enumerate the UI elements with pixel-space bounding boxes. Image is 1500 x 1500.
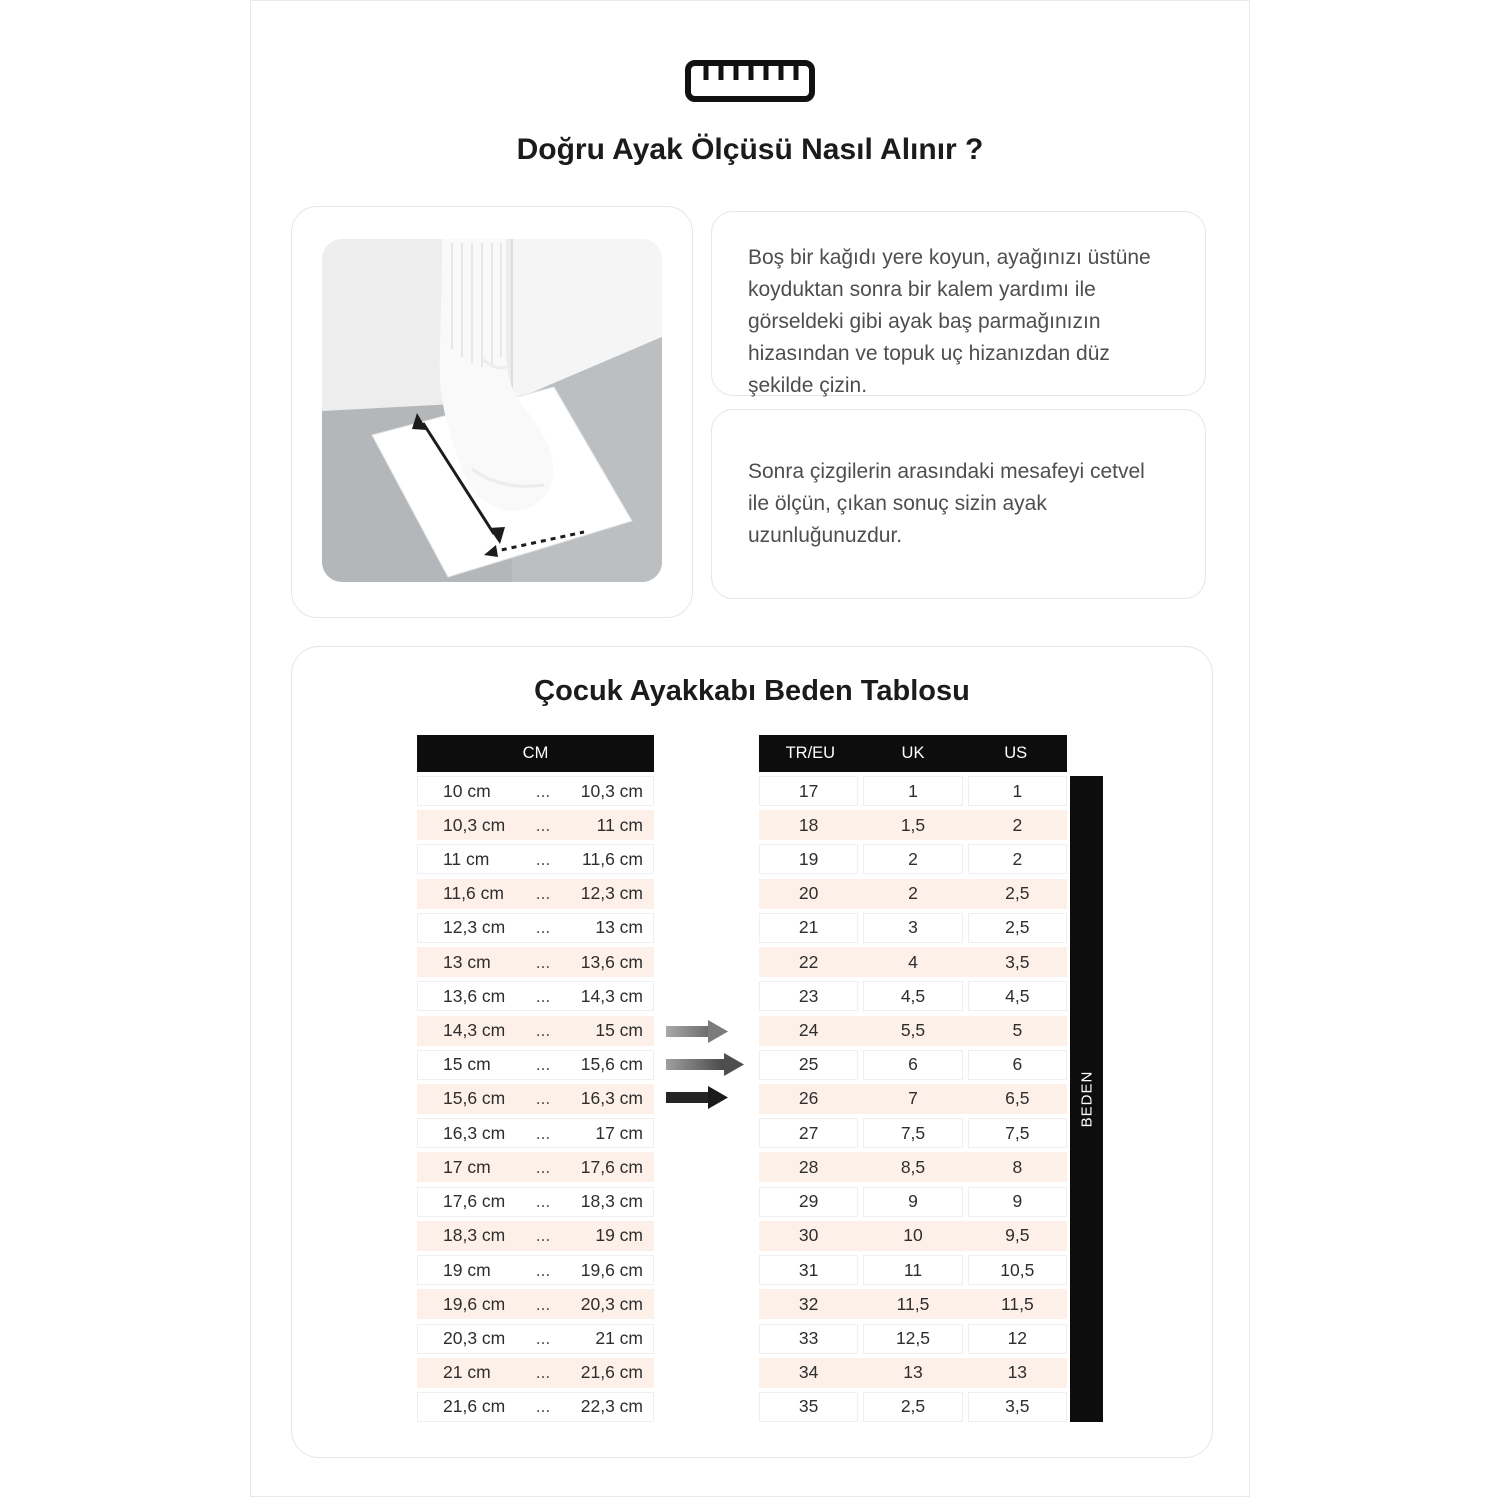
- size-table-row: 20 2 2,5: [759, 879, 1067, 909]
- page-title: Doğru Ayak Ölçüsü Nasıl Alınır ?: [516, 133, 984, 166]
- size-table-row: 21 3 2,5: [759, 913, 1067, 943]
- cm-table-row: 14,3 cm ... 15 cm: [417, 1016, 654, 1046]
- cm-table-row: 15,6 cm ... 16,3 cm: [417, 1084, 654, 1114]
- size-table-row: 26 7 6,5: [759, 1084, 1067, 1114]
- header-tr-eu: TR/EU: [785, 744, 836, 762]
- size-table-row: 22 4 3,5: [759, 947, 1067, 977]
- size-table-row: 27 7,5 7,5: [759, 1118, 1067, 1148]
- cm-table-row: 21 cm ... 21,6 cm: [417, 1358, 654, 1388]
- size-table-row: 24 5,5 5: [759, 1016, 1067, 1046]
- size-table-row: 28 8,5 8: [759, 1152, 1067, 1182]
- conversion-arrows-icon: [664, 1015, 754, 1118]
- size-table-row: 25 6 6: [759, 1050, 1067, 1080]
- size-table-row: 31 11 10,5: [759, 1255, 1067, 1285]
- beden-vertical-bar: [1070, 776, 1103, 1422]
- cm-table-row: 17,6 cm ... 18,3 cm: [417, 1187, 654, 1217]
- size-table-row: 34 13 13: [759, 1358, 1067, 1388]
- size-table-row: 35 2,5 3,5: [759, 1392, 1067, 1422]
- cm-table-row: 15 cm ... 15,6 cm: [417, 1050, 654, 1080]
- header-us: US: [1004, 744, 1028, 762]
- instruction-text-1: Boş bir kağıdı yere koyun, ayağınızı üstüne koyduktan sonra bir kalem yardımı ile görseldeki gibi ayak baş parmağınızın hizasından ve topuk uç hizanızdan düz şekilde çizin.: [748, 246, 1151, 397]
- size-table-row: 18 1,5 2: [759, 810, 1067, 840]
- size-table-row: 30 10 9,5: [759, 1221, 1067, 1251]
- cm-table: [417, 776, 654, 1422]
- cm-column-header: CM: [417, 735, 654, 772]
- cm-table-row: 16,3 cm ... 17 cm: [417, 1118, 654, 1148]
- foot-measure-image-card: [291, 206, 693, 618]
- cm-table-row: 21,6 cm ... 22,3 cm: [417, 1392, 654, 1422]
- ruler-icon: [251, 59, 1249, 103]
- cm-table-row: 10,3 cm ... 11 cm: [417, 810, 654, 840]
- size-columns-header: [759, 735, 1067, 772]
- size-table-row: 17 1 1: [759, 776, 1067, 806]
- instruction-box-2: [711, 409, 1206, 599]
- instruction-text-2: Sonra çizgilerin arasındaki mesafeyi cetvel ile ölçün, çıkan sonuç sizin ayak uzunluğunuzdur.: [748, 460, 1145, 547]
- cm-table-row: 17 cm ... 17,6 cm: [417, 1152, 654, 1182]
- size-table-title: Çocuk Ayakkabı Beden Tablosu: [534, 675, 970, 707]
- cm-table-row: 20,3 cm ... 21 cm: [417, 1324, 654, 1354]
- beden-label: BEDEN: [1078, 1070, 1095, 1128]
- size-table-row: 33 12,5 12: [759, 1324, 1067, 1354]
- cm-table-row: 11,6 cm ... 12,3 cm: [417, 879, 654, 909]
- cm-table-row: 13 cm ... 13,6 cm: [417, 947, 654, 977]
- size-table-row: 19 2 2: [759, 844, 1067, 874]
- size-table-row: 32 11,5 11,5: [759, 1289, 1067, 1319]
- cm-table-row: 10 cm ... 10,3 cm: [417, 776, 654, 806]
- cm-table-row: 11 cm ... 11,6 cm: [417, 844, 654, 874]
- cm-table-row: 19 cm ... 19,6 cm: [417, 1255, 654, 1285]
- foot-measure-image: [322, 239, 662, 582]
- size-table-row: 29 9 9: [759, 1187, 1067, 1217]
- cm-table-row: 12,3 cm ... 13 cm: [417, 913, 654, 943]
- size-table-card: [291, 646, 1213, 1458]
- cm-table-row: 13,6 cm ... 14,3 cm: [417, 981, 654, 1011]
- size-table: [759, 776, 1067, 1422]
- size-table-row: 23 4,5 4,5: [759, 981, 1067, 1011]
- instruction-box-1: [711, 211, 1206, 396]
- cm-table-row: 18,3 cm ... 19 cm: [417, 1221, 654, 1251]
- cm-table-row: 19,6 cm ... 20,3 cm: [417, 1289, 654, 1319]
- header-uk: UK: [901, 744, 925, 762]
- page-card: [250, 0, 1250, 1497]
